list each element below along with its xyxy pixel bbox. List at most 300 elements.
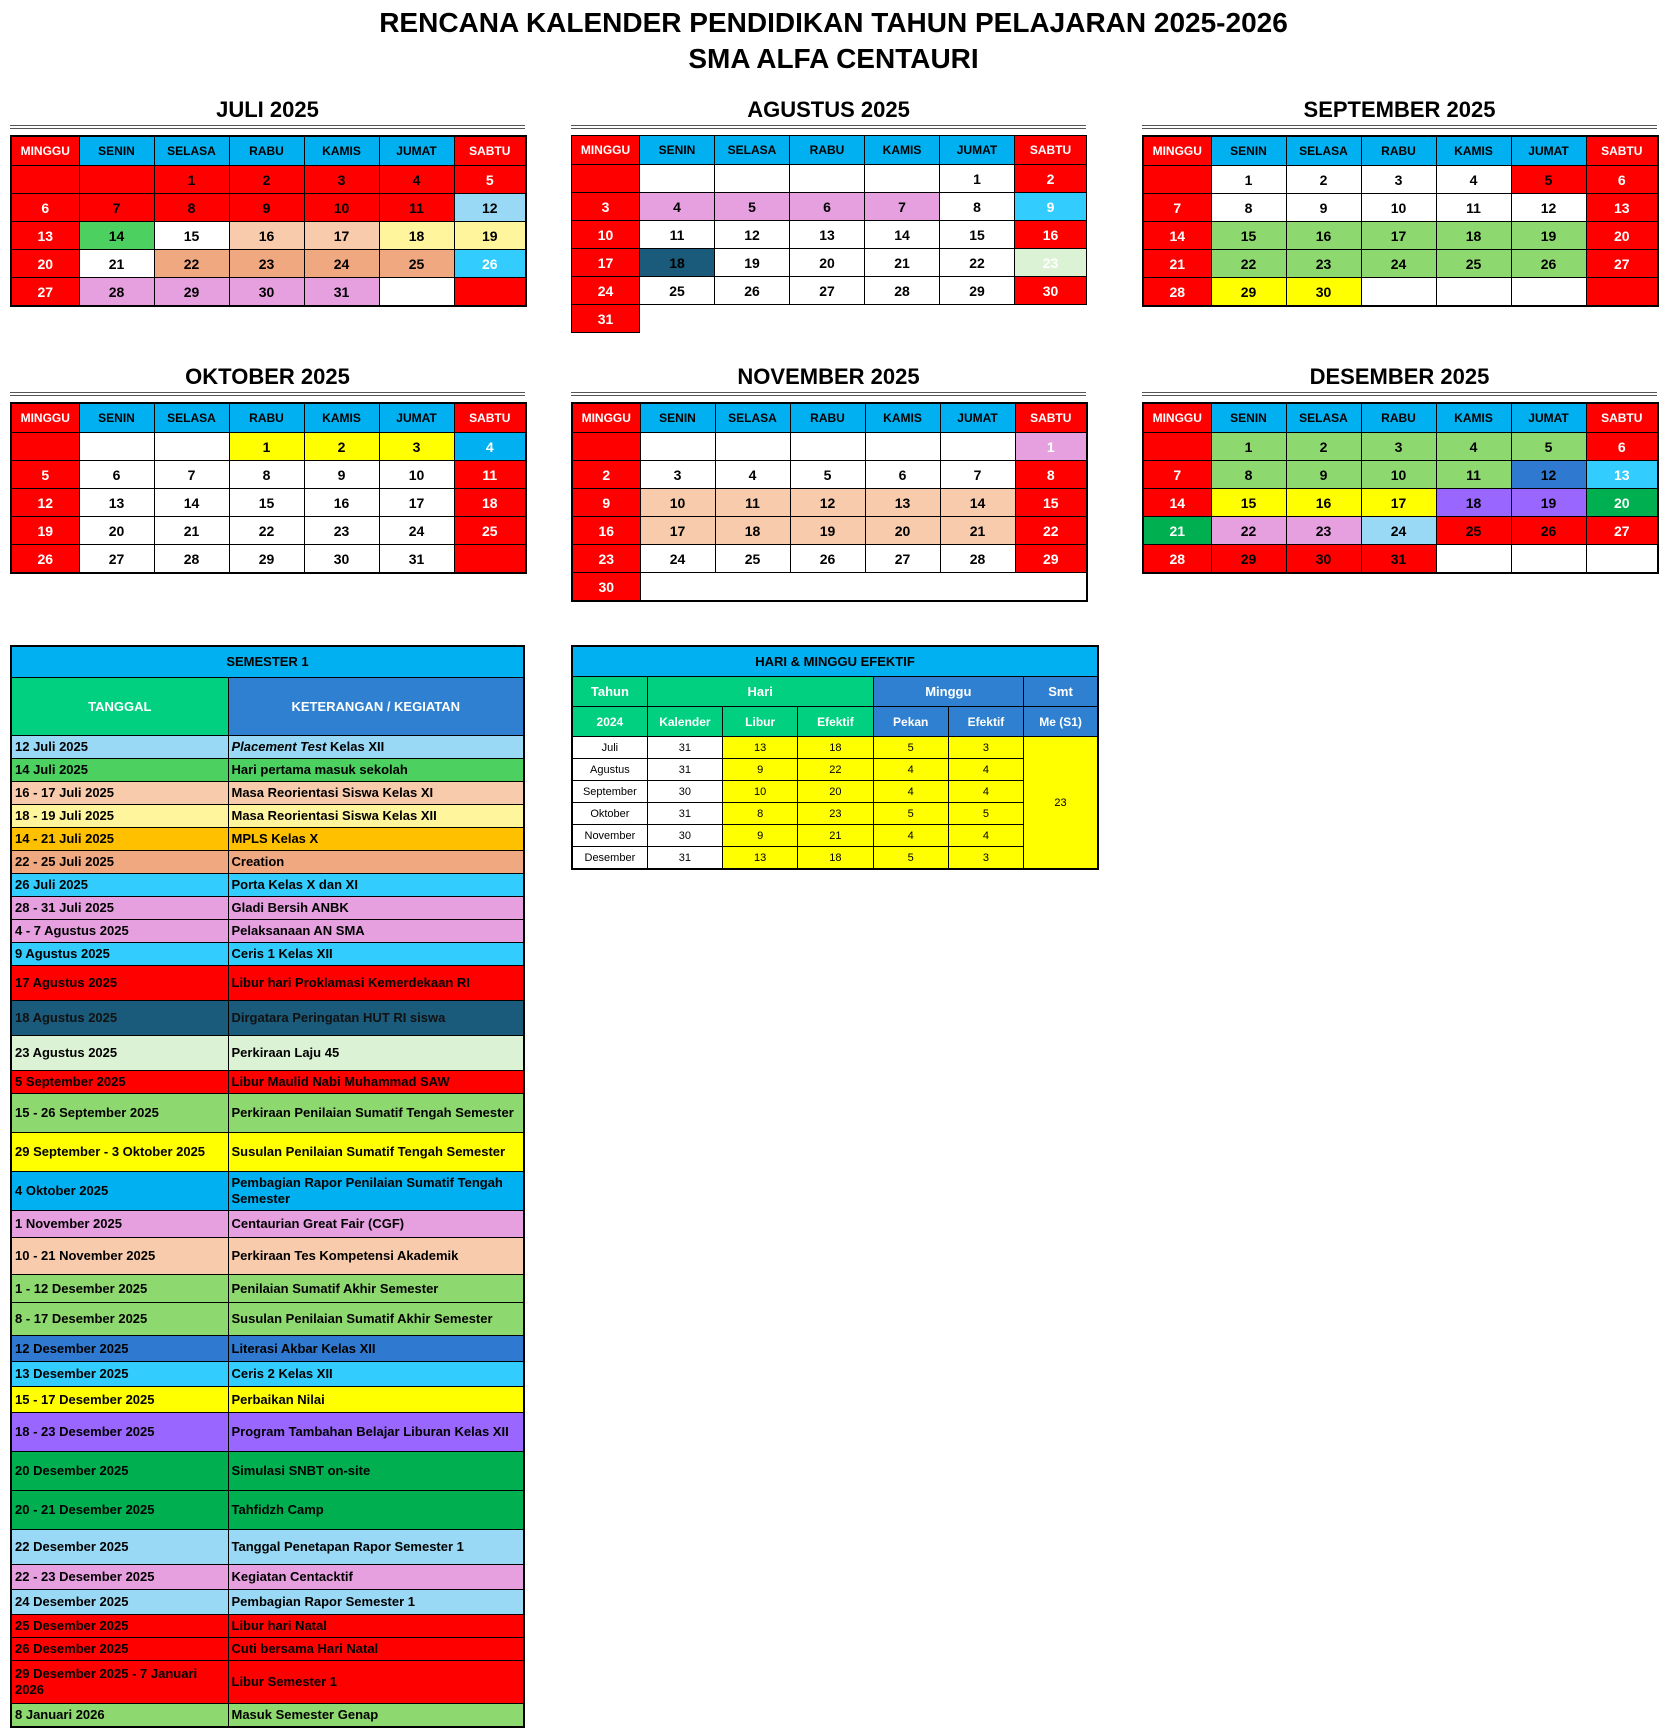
effective-cell: November bbox=[572, 825, 647, 847]
calendar-day: 19 bbox=[1511, 489, 1586, 517]
effective-cell: Agustus bbox=[572, 759, 647, 781]
effective-cell: Oktober bbox=[572, 803, 647, 825]
calendar-day bbox=[1436, 545, 1511, 574]
table-row bbox=[11, 1615, 524, 1638]
table-row bbox=[11, 782, 524, 805]
calendar-day: 24 bbox=[640, 545, 715, 573]
calendar-day: 24 bbox=[304, 250, 379, 278]
semester-activity: Program Tambahan Belajar Liburan Kelas XII bbox=[228, 1413, 524, 1452]
month-calendar bbox=[1142, 95, 1657, 307]
effective-cell: September bbox=[572, 781, 647, 803]
month-title-underline bbox=[1142, 392, 1657, 396]
calendar-day: 29 bbox=[1015, 545, 1087, 573]
table-row bbox=[11, 1491, 524, 1530]
calendar-day: 5 bbox=[11, 461, 79, 489]
calendar-day: 31 bbox=[572, 305, 640, 333]
calendar-day: 30 bbox=[304, 545, 379, 574]
calendar-day: 29 bbox=[1211, 278, 1286, 307]
calendar-day: 5 bbox=[1511, 166, 1586, 194]
month-title: NOVEMBER 2025 bbox=[737, 364, 920, 389]
calendar-day: 9 bbox=[572, 489, 640, 517]
calendar-day: 18 bbox=[454, 489, 526, 517]
calendar-day: 9 bbox=[1015, 193, 1087, 221]
semester-date: 5 September 2025 bbox=[11, 1071, 228, 1094]
effective-h-minggu: Minggu bbox=[873, 677, 1024, 707]
calendar-empty bbox=[715, 305, 790, 333]
effective-semester-total: 23 bbox=[1024, 737, 1098, 870]
month-grid bbox=[571, 135, 1087, 333]
day-header: JUMAT bbox=[940, 136, 1015, 165]
calendar-day: 19 bbox=[454, 222, 526, 250]
semester-date: 18 - 19 Juli 2025 bbox=[11, 805, 228, 828]
calendar-day: 14 bbox=[1143, 489, 1211, 517]
day-header: SENIN bbox=[1211, 403, 1286, 433]
calendar-day: 24 bbox=[379, 517, 454, 545]
calendar-day: 13 bbox=[1586, 194, 1658, 222]
calendar-day: 13 bbox=[79, 489, 154, 517]
calendar-day: 11 bbox=[454, 461, 526, 489]
day-header: SELASA bbox=[1286, 403, 1361, 433]
calendar-day: 14 bbox=[1143, 222, 1211, 250]
calendar-day: 26 bbox=[790, 545, 865, 573]
calendar-day: 16 bbox=[1286, 489, 1361, 517]
semester-title: SEMESTER 1 bbox=[11, 646, 524, 678]
calendar-day: 15 bbox=[229, 489, 304, 517]
day-header: JUMAT bbox=[379, 136, 454, 166]
calendar-day: 7 bbox=[1143, 461, 1211, 489]
day-header: MINGGU bbox=[11, 136, 79, 166]
table-row bbox=[11, 851, 524, 874]
calendar-day bbox=[572, 433, 640, 461]
calendar-day: 7 bbox=[940, 461, 1015, 489]
effective-cell: 13 bbox=[723, 737, 798, 759]
calendar-empty bbox=[790, 305, 865, 333]
calendar-day: 19 bbox=[1511, 222, 1586, 250]
month-calendar bbox=[571, 362, 1086, 602]
calendar-day: 26 bbox=[1511, 250, 1586, 278]
month-title-underline bbox=[10, 125, 525, 129]
day-header: SABTU bbox=[454, 403, 526, 433]
calendar-day bbox=[379, 278, 454, 307]
effective-cell: 4 bbox=[948, 825, 1023, 847]
calendar-day bbox=[715, 165, 790, 193]
calendar-day: 30 bbox=[1286, 545, 1361, 574]
semester-activity: Tahfidzh Camp bbox=[228, 1491, 524, 1530]
semester-activity: Hari pertama masuk sekolah bbox=[228, 759, 524, 782]
calendar-day: 25 bbox=[379, 250, 454, 278]
semester-date: 23 Agustus 2025 bbox=[11, 1036, 228, 1071]
table-row bbox=[11, 920, 524, 943]
calendar-day: 11 bbox=[379, 194, 454, 222]
calendar-day: 11 bbox=[1436, 461, 1511, 489]
semester-activity: Libur hari Natal bbox=[228, 1615, 524, 1638]
calendar-day: 10 bbox=[1361, 461, 1436, 489]
calendar-day: 16 bbox=[304, 489, 379, 517]
calendar-day: 11 bbox=[1436, 194, 1511, 222]
calendar-day: 30 bbox=[1286, 278, 1361, 307]
table-row bbox=[11, 897, 524, 920]
table-row bbox=[11, 759, 524, 782]
day-header: RABU bbox=[1361, 403, 1436, 433]
calendar-day: 17 bbox=[304, 222, 379, 250]
calendar-day: 20 bbox=[79, 517, 154, 545]
calendar-day: 31 bbox=[1361, 545, 1436, 574]
calendar-day: 22 bbox=[940, 249, 1015, 277]
calendar-day: 2 bbox=[572, 461, 640, 489]
table-row bbox=[11, 1071, 524, 1094]
calendar-day: 5 bbox=[1511, 433, 1586, 461]
day-header: SELASA bbox=[1286, 136, 1361, 166]
calendar-day: 1 bbox=[229, 433, 304, 461]
calendar-empty bbox=[940, 305, 1015, 333]
calendar-day: 1 bbox=[1015, 433, 1087, 461]
day-header: RABU bbox=[790, 403, 865, 433]
calendar-day bbox=[1586, 545, 1658, 574]
effective-cell: 9 bbox=[723, 759, 798, 781]
day-header: JUMAT bbox=[1511, 136, 1586, 166]
month-calendar bbox=[571, 95, 1086, 333]
effective-cell: Desember bbox=[572, 847, 647, 870]
calendar-day: 13 bbox=[11, 222, 79, 250]
semester-date: 18 - 23 Desember 2025 bbox=[11, 1413, 228, 1452]
effective-cell: 31 bbox=[647, 803, 722, 825]
effective-cell: 23 bbox=[798, 803, 873, 825]
calendar-day: 3 bbox=[1361, 166, 1436, 194]
day-header: JUMAT bbox=[940, 403, 1015, 433]
calendar-day: 12 bbox=[790, 489, 865, 517]
day-header: KAMIS bbox=[1436, 136, 1511, 166]
semester-activity: Pembagian Rapor Semester 1 bbox=[228, 1590, 524, 1615]
semester-date: 13 Desember 2025 bbox=[11, 1362, 228, 1387]
day-header: KAMIS bbox=[865, 136, 940, 165]
semester-date: 12 Desember 2025 bbox=[11, 1336, 228, 1362]
calendar-day: 3 bbox=[572, 193, 640, 221]
semester-date: 1 November 2025 bbox=[11, 1211, 228, 1238]
day-header: KAMIS bbox=[304, 136, 379, 166]
month-calendar bbox=[10, 95, 525, 307]
semester-date: 8 Januari 2026 bbox=[11, 1704, 228, 1728]
effective-cell: 4 bbox=[948, 759, 1023, 781]
calendar-day: 10 bbox=[379, 461, 454, 489]
semester-activity: Perkiraan Tes Kompetensi Akademik bbox=[228, 1238, 524, 1275]
calendar-day: 5 bbox=[454, 166, 526, 194]
calendar-day: 14 bbox=[79, 222, 154, 250]
table-row bbox=[11, 1452, 524, 1491]
calendar-day: 18 bbox=[1436, 222, 1511, 250]
calendar-day bbox=[454, 545, 526, 574]
effective-year: 2024 bbox=[572, 707, 647, 737]
table-row bbox=[11, 1704, 524, 1728]
calendar-day: 29 bbox=[154, 278, 229, 307]
semester-date: 14 - 21 Juli 2025 bbox=[11, 828, 228, 851]
calendar-day: 1 bbox=[1211, 433, 1286, 461]
day-header: MINGGU bbox=[11, 403, 79, 433]
calendar-day: 28 bbox=[1143, 278, 1211, 307]
page-title: RENCANA KALENDER PENDIDIKAN TAHUN PELAJARAN 2025-2026 bbox=[379, 7, 1288, 38]
effective-cell: 30 bbox=[647, 781, 722, 803]
semester-date: 22 - 23 Desember 2025 bbox=[11, 1565, 228, 1590]
semester-activity: Masuk Semester Genap bbox=[228, 1704, 524, 1728]
table-row bbox=[11, 1413, 524, 1452]
calendar-day: 22 bbox=[229, 517, 304, 545]
table-row bbox=[11, 736, 524, 759]
semester-date: 24 Desember 2025 bbox=[11, 1590, 228, 1615]
table-row bbox=[11, 1275, 524, 1303]
calendar-day: 26 bbox=[1511, 517, 1586, 545]
calendar-day bbox=[454, 278, 526, 307]
semester-activity: Pembagian Rapor Penilaian Sumatif Tengah Semester bbox=[228, 1172, 524, 1211]
calendar-day bbox=[154, 433, 229, 461]
calendar-day: 27 bbox=[1586, 250, 1658, 278]
calendar-day bbox=[572, 165, 640, 193]
calendar-day: 24 bbox=[1361, 517, 1436, 545]
calendar-day: 9 bbox=[229, 194, 304, 222]
effective-cell: 4 bbox=[873, 825, 948, 847]
calendar-day: 21 bbox=[154, 517, 229, 545]
day-header: RABU bbox=[1361, 136, 1436, 166]
calendar-day: 20 bbox=[865, 517, 940, 545]
calendar-day bbox=[865, 433, 940, 461]
calendar-day: 22 bbox=[154, 250, 229, 278]
table-row bbox=[11, 1094, 524, 1133]
semester-activity: Perkiraan Laju 45 bbox=[228, 1036, 524, 1071]
effective-cell: 5 bbox=[873, 803, 948, 825]
table-row bbox=[11, 1336, 524, 1362]
semester-date: 22 Desember 2025 bbox=[11, 1530, 228, 1565]
day-header: SENIN bbox=[1211, 136, 1286, 166]
calendar-day: 31 bbox=[304, 278, 379, 307]
page-subtitle: SMA ALFA CENTAURI bbox=[688, 43, 979, 74]
calendar-day: 11 bbox=[715, 489, 790, 517]
semester-activity: Masa Reorientasi Siswa Kelas XII bbox=[228, 805, 524, 828]
calendar-day: 6 bbox=[865, 461, 940, 489]
effective-cell: Juli bbox=[572, 737, 647, 759]
semester-date: 4 Oktober 2025 bbox=[11, 1172, 228, 1211]
calendar-day: 6 bbox=[790, 193, 865, 221]
calendar-day: 19 bbox=[715, 249, 790, 277]
effective-cell: 5 bbox=[948, 803, 1023, 825]
month-calendar bbox=[1142, 362, 1657, 574]
effective-cell: 22 bbox=[798, 759, 873, 781]
effective-cell: 9 bbox=[723, 825, 798, 847]
semester-activity: Masa Reorientasi Siswa Kelas XI bbox=[228, 782, 524, 805]
semester-activity bbox=[228, 736, 524, 759]
calendar-empty bbox=[865, 305, 940, 333]
calendar-day bbox=[715, 433, 790, 461]
calendar-day: 18 bbox=[379, 222, 454, 250]
calendar-day: 1 bbox=[1211, 166, 1286, 194]
calendar-day: 24 bbox=[1361, 250, 1436, 278]
calendar-day bbox=[1586, 278, 1658, 307]
semester-activity: Pelaksanaan AN SMA bbox=[228, 920, 524, 943]
calendar-day: 28 bbox=[154, 545, 229, 574]
semester-activity: Centaurian Great Fair (CGF) bbox=[228, 1211, 524, 1238]
effective-cell: 10 bbox=[723, 781, 798, 803]
calendar-day: 29 bbox=[229, 545, 304, 574]
calendar-day: 15 bbox=[940, 221, 1015, 249]
effective-h-efektif: Efektif bbox=[798, 707, 873, 737]
month-title-underline bbox=[571, 125, 1086, 129]
calendar-day: 26 bbox=[11, 545, 79, 574]
semester-table bbox=[10, 645, 525, 1728]
calendar-day: 11 bbox=[640, 221, 715, 249]
semester-activity: Libur Semester 1 bbox=[228, 1661, 524, 1704]
calendar-day: 24 bbox=[572, 277, 640, 305]
calendar-day: 28 bbox=[940, 545, 1015, 573]
calendar-day bbox=[1511, 545, 1586, 574]
calendar-day: 23 bbox=[1286, 250, 1361, 278]
calendar-day: 4 bbox=[454, 433, 526, 461]
day-header: MINGGU bbox=[572, 136, 640, 165]
semester-date: 1 - 12 Desember 2025 bbox=[11, 1275, 228, 1303]
effective-h-efektif-minggu: Efektif bbox=[948, 707, 1023, 737]
calendar-day bbox=[1143, 433, 1211, 461]
calendar-day: 1 bbox=[154, 166, 229, 194]
calendar-day bbox=[1143, 166, 1211, 194]
calendar-day bbox=[640, 433, 715, 461]
day-header: SELASA bbox=[154, 136, 229, 166]
effective-cell: 20 bbox=[798, 781, 873, 803]
calendar-day: 2 bbox=[1286, 166, 1361, 194]
semester-col-date: TANGGAL bbox=[11, 678, 228, 736]
table-row bbox=[572, 781, 1098, 803]
calendar-day: 18 bbox=[640, 249, 715, 277]
calendar-day: 2 bbox=[229, 166, 304, 194]
calendar-day bbox=[79, 166, 154, 194]
effective-cell: 31 bbox=[647, 847, 722, 870]
calendar-day: 30 bbox=[572, 573, 640, 602]
month-grid bbox=[1142, 135, 1659, 307]
calendar-day: 5 bbox=[790, 461, 865, 489]
calendar-day: 20 bbox=[1586, 489, 1658, 517]
calendar-day: 27 bbox=[1586, 517, 1658, 545]
month-grid bbox=[10, 135, 527, 307]
calendar-day: 19 bbox=[790, 517, 865, 545]
calendar-day: 3 bbox=[1361, 433, 1436, 461]
table-row bbox=[11, 1303, 524, 1336]
calendar-day: 18 bbox=[715, 517, 790, 545]
calendar-day: 12 bbox=[454, 194, 526, 222]
calendar-day: 26 bbox=[715, 277, 790, 305]
effective-h-pekan: Pekan bbox=[873, 707, 948, 737]
semester-activity: Perbaikan Nilai bbox=[228, 1387, 524, 1413]
day-header: SENIN bbox=[640, 136, 715, 165]
semester-date: 8 - 17 Desember 2025 bbox=[11, 1303, 228, 1336]
calendar-day bbox=[11, 166, 79, 194]
calendar-day: 23 bbox=[1015, 249, 1087, 277]
calendar-day: 21 bbox=[940, 517, 1015, 545]
calendar-day bbox=[865, 165, 940, 193]
semester-activity: Cuti bersama Hari Natal bbox=[228, 1638, 524, 1661]
semester-activity: Creation bbox=[228, 851, 524, 874]
effective-h-tahun: Tahun bbox=[572, 677, 647, 707]
semester-activity: Gladi Bersih ANBK bbox=[228, 897, 524, 920]
calendar-day: 17 bbox=[1361, 489, 1436, 517]
calendar-day: 27 bbox=[790, 277, 865, 305]
table-row bbox=[572, 847, 1098, 870]
calendar-day: 19 bbox=[11, 517, 79, 545]
day-header: SABTU bbox=[454, 136, 526, 166]
table-row bbox=[11, 1638, 524, 1661]
effective-cell: 21 bbox=[798, 825, 873, 847]
effective-cell: 4 bbox=[948, 781, 1023, 803]
calendar-day: 23 bbox=[1286, 517, 1361, 545]
calendar-day: 7 bbox=[865, 193, 940, 221]
day-header: KAMIS bbox=[304, 403, 379, 433]
table-row bbox=[572, 825, 1098, 847]
table-row bbox=[11, 1133, 524, 1172]
table-row bbox=[11, 1530, 524, 1565]
month-title: SEPTEMBER 2025 bbox=[1303, 97, 1496, 122]
calendar-day: 18 bbox=[1436, 489, 1511, 517]
calendar-day bbox=[1511, 278, 1586, 307]
semester-date: 29 Desember 2025 - 7 Januari 2026 bbox=[11, 1661, 228, 1704]
calendar-day: 14 bbox=[865, 221, 940, 249]
semester-date: 28 - 31 Juli 2025 bbox=[11, 897, 228, 920]
calendar-day: 6 bbox=[79, 461, 154, 489]
calendar-day: 26 bbox=[454, 250, 526, 278]
semester-activity-rest: Kelas XII bbox=[326, 739, 385, 754]
month-grid bbox=[571, 402, 1088, 602]
semester-date: 26 Juli 2025 bbox=[11, 874, 228, 897]
calendar-day: 6 bbox=[1586, 433, 1658, 461]
table-row bbox=[11, 966, 524, 1001]
day-header: SABTU bbox=[1586, 136, 1658, 166]
calendar-day: 22 bbox=[1015, 517, 1087, 545]
calendar-day: 7 bbox=[154, 461, 229, 489]
effective-h-kalender: Kalender bbox=[647, 707, 722, 737]
semester-date: 9 Agustus 2025 bbox=[11, 943, 228, 966]
day-header: JUMAT bbox=[1511, 403, 1586, 433]
calendar-day: 30 bbox=[229, 278, 304, 307]
calendar-day: 16 bbox=[1286, 222, 1361, 250]
semester-activity: Kegiatan Centacktif bbox=[228, 1565, 524, 1590]
semester-activity: Susulan Penilaian Sumatif Akhir Semester bbox=[228, 1303, 524, 1336]
day-header: RABU bbox=[229, 136, 304, 166]
day-header: KAMIS bbox=[1436, 403, 1511, 433]
semester-activity: Susulan Penilaian Sumatif Tengah Semester bbox=[228, 1133, 524, 1172]
semester-activity: Libur Maulid Nabi Muhammad SAW bbox=[228, 1071, 524, 1094]
day-header: SENIN bbox=[79, 136, 154, 166]
calendar-day: 4 bbox=[1436, 166, 1511, 194]
calendar-day: 2 bbox=[1015, 165, 1087, 193]
effective-cell: 30 bbox=[647, 825, 722, 847]
semester-date: 20 - 21 Desember 2025 bbox=[11, 1491, 228, 1530]
calendar-day: 1 bbox=[940, 165, 1015, 193]
calendar-day: 21 bbox=[865, 249, 940, 277]
calendar-day: 2 bbox=[304, 433, 379, 461]
month-title-underline bbox=[571, 392, 1086, 396]
table-row bbox=[11, 805, 524, 828]
calendar-day: 2 bbox=[1286, 433, 1361, 461]
effective-h-smt: Smt bbox=[1024, 677, 1098, 707]
table-row bbox=[11, 874, 524, 897]
calendar-day: 15 bbox=[154, 222, 229, 250]
table-row bbox=[11, 1001, 524, 1036]
calendar-day: 3 bbox=[379, 433, 454, 461]
calendar-day: 25 bbox=[1436, 250, 1511, 278]
calendar-day bbox=[640, 573, 1087, 602]
table-row bbox=[572, 737, 1098, 759]
calendar-day: 15 bbox=[1211, 222, 1286, 250]
semester-date: 15 - 17 Desember 2025 bbox=[11, 1387, 228, 1413]
calendar-day: 22 bbox=[1211, 250, 1286, 278]
day-header: SENIN bbox=[640, 403, 715, 433]
calendar-day: 12 bbox=[1511, 194, 1586, 222]
table-row bbox=[11, 1661, 524, 1704]
table-row bbox=[11, 1036, 524, 1071]
calendar-day: 30 bbox=[1015, 277, 1087, 305]
